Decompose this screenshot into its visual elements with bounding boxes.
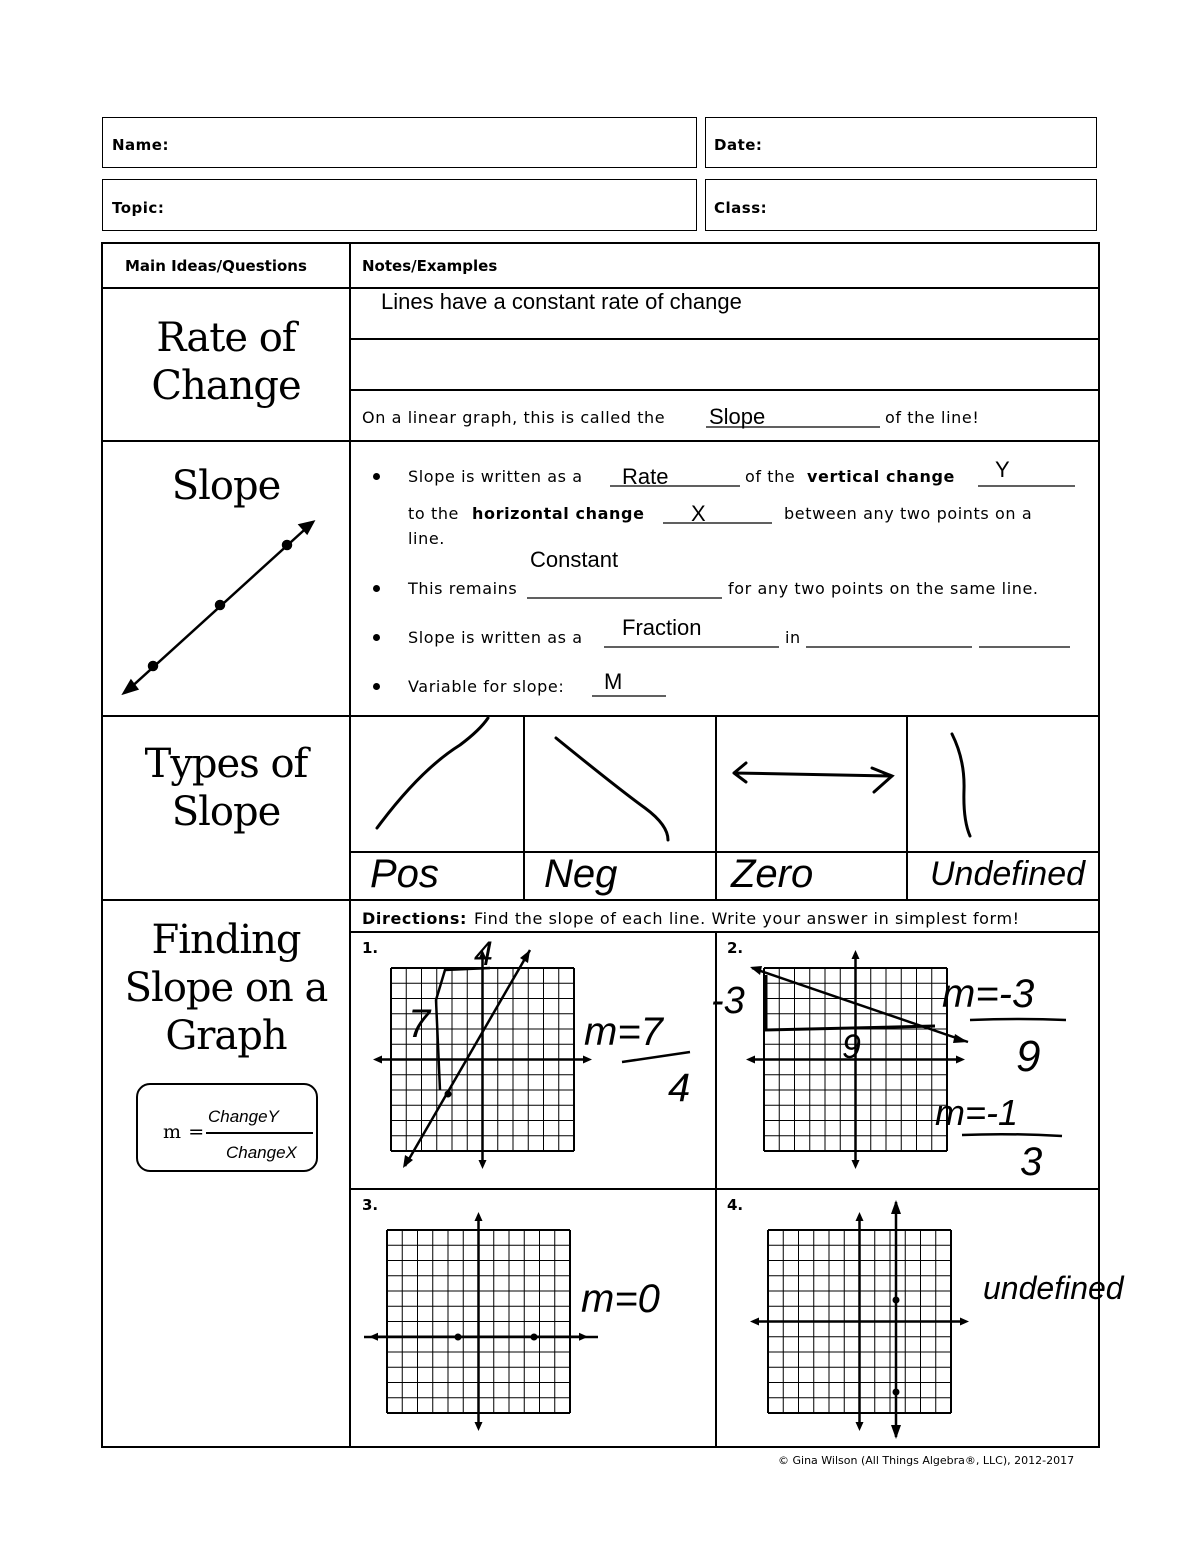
b2-part2: for any two points on the same line. xyxy=(728,579,1039,598)
b1-part2: of the xyxy=(745,467,796,486)
p2-note-rise: -3 xyxy=(711,980,745,1022)
p1-note-rise: 7 xyxy=(408,1002,431,1046)
date-label: Date: xyxy=(714,136,763,154)
problem-4-number: 4. xyxy=(727,1196,744,1214)
type-label-undefined: Undefined xyxy=(930,855,1086,893)
column-header-main-ideas: Main Ideas/Questions xyxy=(125,257,307,275)
p2-answer2: m=-1 xyxy=(935,1092,1019,1133)
p3-answer: m=0 xyxy=(581,1277,660,1321)
b1-part4: between any two points on a xyxy=(784,504,1033,523)
formula-m: m = xyxy=(163,1121,205,1143)
b2-answer-constant: Constant xyxy=(530,547,619,572)
topic-slope: Slope xyxy=(171,463,281,509)
p2-note-run: 9 xyxy=(842,1028,861,1066)
formula-denominator: ChangeX xyxy=(226,1143,297,1162)
p1-answer: m=7 xyxy=(584,1010,663,1054)
class-label: Class: xyxy=(714,199,768,217)
b1-bold1: vertical change xyxy=(807,467,956,486)
b1-part5: line. xyxy=(408,529,445,548)
b1-part3: to the xyxy=(408,504,460,523)
graph-lines xyxy=(364,950,1066,1439)
p2-answer: m=-3 xyxy=(942,972,1035,1016)
copyright-footer: © Gina Wilson (All Things Algebra®, LLC), 2012-2017 xyxy=(778,1454,1075,1467)
b4-part1: Variable for slope: xyxy=(408,677,565,696)
p1-note-run: 4 xyxy=(474,935,493,973)
b2-part1: This remains xyxy=(408,579,518,598)
formula-numerator: ChangeY xyxy=(208,1107,279,1126)
topic-types-line2: Slope xyxy=(171,789,281,835)
topic-finding-line2: Slope on a xyxy=(124,965,328,1011)
grid-problem-3 xyxy=(369,1212,588,1431)
b1-answer-y: Y xyxy=(995,457,1010,482)
p2-answer-denominator: 9 xyxy=(1016,1032,1041,1081)
type-label-zero: Zero xyxy=(731,852,814,896)
problem-3-number: 3. xyxy=(362,1196,379,1214)
rate-note-line3-after: of the line! xyxy=(885,408,980,427)
p4-answer: undefined xyxy=(983,1270,1124,1306)
column-header-notes: Notes/Examples xyxy=(362,257,498,275)
type-label-pos: Pos xyxy=(370,852,439,896)
directions-text: Find the slope of each line. Write your answer in simplest form! xyxy=(474,909,1020,928)
b3-part1: Slope is written as a xyxy=(408,628,583,647)
topic-rate-of-change-line2: Change xyxy=(151,363,301,409)
topic-label: Topic: xyxy=(112,199,165,217)
topic-finding-line3: Graph xyxy=(165,1013,287,1059)
topic-rate-of-change-line1: Rate of xyxy=(156,315,296,361)
p1-answer-denominator: 4 xyxy=(668,1066,691,1110)
b4-answer-m: M xyxy=(604,669,623,694)
p2-answer2-denominator: 3 xyxy=(1020,1140,1043,1184)
name-label: Name: xyxy=(112,136,169,154)
b3-answer-fraction: Fraction xyxy=(622,615,702,640)
grid-problem-4 xyxy=(750,1212,969,1431)
b1-answer-x: X xyxy=(691,501,706,526)
directions-label: Directions: xyxy=(362,909,468,928)
rate-note-line1: Lines have a constant rate of change xyxy=(381,289,742,314)
rate-note-line3-before: On a linear graph, this is called the xyxy=(362,408,666,427)
type-label-neg: Neg xyxy=(544,852,618,896)
b1-answer-rate: Rate xyxy=(622,464,669,489)
problem-2-number: 2. xyxy=(727,939,744,957)
rate-note-answer-slope: Slope xyxy=(709,404,766,429)
topic-finding-line1: Finding xyxy=(151,917,301,963)
topic-types-line1: Types of xyxy=(144,741,308,787)
b1-bold2: horizontal change xyxy=(472,504,645,523)
problem-1-number: 1. xyxy=(362,939,379,957)
grid-problem-1 xyxy=(373,950,592,1169)
b1-part1: Slope is written as a xyxy=(408,467,583,486)
b3-part2: in xyxy=(785,628,801,647)
